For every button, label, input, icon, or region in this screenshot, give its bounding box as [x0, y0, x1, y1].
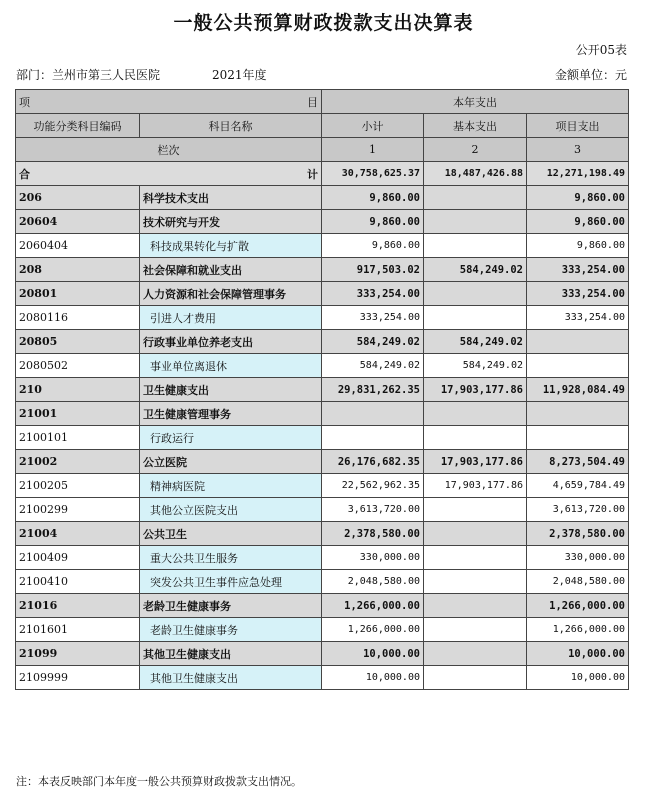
table-row	[16, 234, 629, 258]
row-total	[322, 402, 424, 426]
row-project: 1,266,000.00	[527, 618, 629, 642]
row-project: 333,254.00	[527, 282, 629, 306]
current-year-header: 本年支出	[322, 90, 629, 114]
row-name: 社会保障和就业支出	[140, 258, 322, 282]
row-basic	[424, 234, 527, 258]
row-name: 老龄卫生健康事务	[140, 618, 322, 642]
column-project-header: 项目支出	[527, 114, 629, 138]
row-total: 26,176,682.35	[322, 450, 424, 474]
row-name: 科技成果转化与扩散	[140, 234, 322, 258]
row-name: 突发公共卫生事件应急处理	[140, 570, 322, 594]
table-row	[16, 210, 629, 234]
row-basic: 17,903,177.86	[424, 450, 527, 474]
row-total: 2,378,580.00	[322, 522, 424, 546]
row-total: 584,249.02	[322, 330, 424, 354]
row-basic	[424, 282, 527, 306]
header-row-1	[16, 90, 629, 114]
item-header-left: 项	[19, 95, 30, 109]
table-row	[16, 354, 629, 378]
row-basic	[424, 186, 527, 210]
row-code: 2100205	[16, 474, 140, 498]
row-basic	[424, 594, 527, 618]
index-1: 1	[322, 138, 424, 162]
row-project: 10,000.00	[527, 642, 629, 666]
total-label-left: 合	[19, 167, 30, 181]
table-row	[16, 402, 629, 426]
row-name: 行政运行	[140, 426, 322, 450]
row-code: 21001	[16, 402, 140, 426]
row-total: 917,503.02	[322, 258, 424, 282]
row-code: 2100410	[16, 570, 140, 594]
row-project: 1,266,000.00	[527, 594, 629, 618]
row-basic	[424, 642, 527, 666]
row-basic: 17,903,177.86	[424, 474, 527, 498]
row-total: 1,266,000.00	[322, 594, 424, 618]
row-basic	[424, 618, 527, 642]
footnote: 注：本表反映部门本年度一般公共预算财政拨款支出情况。	[16, 775, 302, 788]
row-total: 2,048,580.00	[322, 570, 424, 594]
item-header-right: 目	[307, 95, 318, 109]
row-total: 10,000.00	[322, 666, 424, 690]
row-code: 2060404	[16, 234, 140, 258]
row-name: 事业单位离退休	[140, 354, 322, 378]
table-row	[16, 594, 629, 618]
table-row	[16, 522, 629, 546]
currency-unit: 金额单位：元	[554, 68, 627, 82]
table-row	[16, 450, 629, 474]
total-sum: 30,758,625.37	[322, 162, 424, 186]
department-label: 部门：兰州市第三人民医院	[16, 68, 161, 82]
row-total	[322, 426, 424, 450]
row-basic	[424, 522, 527, 546]
table-row	[16, 666, 629, 690]
table-row	[16, 306, 629, 330]
row-name: 其他公立医院支出	[140, 498, 322, 522]
row-name: 卫生健康支出	[140, 378, 322, 402]
table-row	[16, 618, 629, 642]
row-total: 3,613,720.00	[322, 498, 424, 522]
report-meta	[16, 66, 627, 82]
form-number: 公开05表	[575, 43, 627, 57]
row-basic	[424, 570, 527, 594]
row-code: 2100299	[16, 498, 140, 522]
table-row	[16, 378, 629, 402]
row-total: 9,860.00	[322, 186, 424, 210]
row-code: 21002	[16, 450, 140, 474]
row-project	[527, 426, 629, 450]
row-code: 2080116	[16, 306, 140, 330]
row-project: 333,254.00	[527, 306, 629, 330]
row-name: 公共卫生	[140, 522, 322, 546]
total-project: 12,271,198.49	[527, 162, 629, 186]
row-project: 8,273,504.49	[527, 450, 629, 474]
row-project: 4,659,784.49	[527, 474, 629, 498]
row-basic	[424, 306, 527, 330]
row-code: 2100101	[16, 426, 140, 450]
row-code: 2109999	[16, 666, 140, 690]
row-basic	[424, 546, 527, 570]
column-code-header: 功能分类科目编码	[16, 114, 140, 138]
table-row	[16, 642, 629, 666]
row-total: 333,254.00	[322, 282, 424, 306]
row-total: 9,860.00	[322, 234, 424, 258]
table-row	[16, 186, 629, 210]
row-project: 9,860.00	[527, 210, 629, 234]
row-basic: 584,249.02	[424, 330, 527, 354]
row-name: 公立医院	[140, 450, 322, 474]
index-3: 3	[527, 138, 629, 162]
row-basic	[424, 402, 527, 426]
row-code: 210	[16, 378, 140, 402]
expenditure-table	[15, 89, 629, 690]
row-basic	[424, 666, 527, 690]
index-2: 2	[424, 138, 527, 162]
row-total: 9,860.00	[322, 210, 424, 234]
row-project	[527, 402, 629, 426]
page-title: 一般公共预算财政拨款支出决算表	[173, 12, 474, 34]
row-code: 2080502	[16, 354, 140, 378]
row-name: 行政事业单位养老支出	[140, 330, 322, 354]
total-row	[16, 162, 629, 186]
total-basic: 18,487,426.88	[424, 162, 527, 186]
row-code: 21004	[16, 522, 140, 546]
table-row	[16, 426, 629, 450]
table-row	[16, 570, 629, 594]
table-row	[16, 282, 629, 306]
row-name: 卫生健康管理事务	[140, 402, 322, 426]
row-name: 其他卫生健康支出	[140, 642, 322, 666]
row-project: 10,000.00	[527, 666, 629, 690]
row-code: 208	[16, 258, 140, 282]
table-row	[16, 498, 629, 522]
column-total-header: 小计	[322, 114, 424, 138]
row-basic	[424, 498, 527, 522]
row-code: 206	[16, 186, 140, 210]
row-basic: 17,903,177.86	[424, 378, 527, 402]
row-project: 2,048,580.00	[527, 570, 629, 594]
row-name: 其他卫生健康支出	[140, 666, 322, 690]
row-project: 330,000.00	[527, 546, 629, 570]
row-total: 29,831,262.35	[322, 378, 424, 402]
item-header	[16, 90, 322, 114]
table-row	[16, 546, 629, 570]
row-project	[527, 330, 629, 354]
row-basic	[424, 426, 527, 450]
row-name: 技术研究与开发	[140, 210, 322, 234]
row-name: 人力资源和社会保障管理事务	[140, 282, 322, 306]
table-row	[16, 330, 629, 354]
row-code: 2100409	[16, 546, 140, 570]
row-project	[527, 354, 629, 378]
table-row	[16, 258, 629, 282]
table-row	[16, 474, 629, 498]
row-name: 引进人才费用	[140, 306, 322, 330]
row-total: 1,266,000.00	[322, 618, 424, 642]
row-code: 20805	[16, 330, 140, 354]
row-code: 20801	[16, 282, 140, 306]
row-name: 精神病医院	[140, 474, 322, 498]
row-project: 3,613,720.00	[527, 498, 629, 522]
row-total: 10,000.00	[322, 642, 424, 666]
header-row-2	[16, 114, 629, 138]
row-code: 20604	[16, 210, 140, 234]
row-total: 333,254.00	[322, 306, 424, 330]
row-project: 333,254.00	[527, 258, 629, 282]
row-project: 9,860.00	[527, 234, 629, 258]
row-code: 21099	[16, 642, 140, 666]
row-project: 9,860.00	[527, 186, 629, 210]
row-name: 老龄卫生健康事务	[140, 594, 322, 618]
fiscal-year: 2021年度	[212, 68, 267, 82]
row-name: 科学技术支出	[140, 186, 322, 210]
row-code: 21016	[16, 594, 140, 618]
row-basic: 584,249.02	[424, 258, 527, 282]
row-project: 11,928,084.49	[527, 378, 629, 402]
row-basic: 584,249.02	[424, 354, 527, 378]
total-label	[16, 162, 322, 186]
row-code: 2101601	[16, 618, 140, 642]
index-label: 栏次	[16, 138, 322, 162]
index-row	[16, 138, 629, 162]
total-label-right: 计	[307, 167, 318, 181]
column-name-header: 科目名称	[140, 114, 322, 138]
row-project: 2,378,580.00	[527, 522, 629, 546]
row-name: 重大公共卫生服务	[140, 546, 322, 570]
row-total: 584,249.02	[322, 354, 424, 378]
row-total: 22,562,962.35	[322, 474, 424, 498]
row-basic	[424, 210, 527, 234]
column-basic-header: 基本支出	[424, 114, 527, 138]
row-total: 330,000.00	[322, 546, 424, 570]
